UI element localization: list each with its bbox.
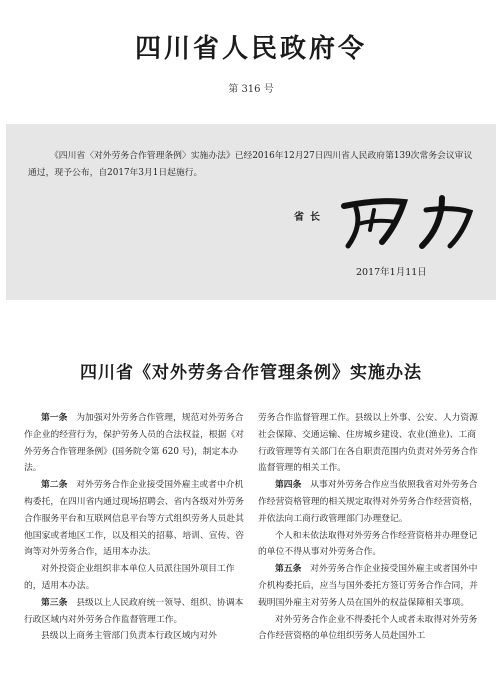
article-3 [24, 595, 244, 629]
paragraph: 县级以上商务主管部门负责本行政区域内对外 [41, 631, 217, 642]
article-2 [24, 477, 244, 561]
law-title: 四川省《对外劳务合作管理条例》实施办法 [80, 363, 422, 383]
article-text: 对外劳务合作企业接受国外雇主或者国外中介机构委托后，应当与国外委托方签订劳务合作合同，并载明国外雇主对劳务人员在国外的权益保障相关事项。 [258, 564, 478, 608]
article-label: 第五条 [275, 564, 302, 575]
article-4 [258, 477, 478, 527]
decree-date: 2017年1月11日 [356, 267, 427, 278]
decree-notice-box [6, 124, 496, 300]
article-label: 第一条 [41, 413, 68, 423]
paragraph: 劳务合作监督管理工作。县级以上外事、公安、人力资源社会保障、交通运输、住房城乡建设、农业(渔业)、工商行政管理等有关部门在各自职责范围内负责对外劳务合作监督管理的相关工作。 [258, 413, 478, 474]
article-label: 第二条 [41, 480, 68, 491]
right-column [258, 410, 478, 645]
decree-title: 四川省人民政府令 [134, 34, 367, 64]
handwritten-signature [334, 190, 482, 250]
article-text: 县级以上人民政府统一领导、组织、协调本行政区域内对外劳务合作监督管理工作。 [24, 597, 244, 625]
article-text: 对外劳务合作企业接受国外雇主或者中介机构委托，在四川省内通过现场招聘会、省内各级对外劳务合作服务平台和互联网信息平台等方式组织劳务人员赴其他国家或者地区工作，以及相关的招募、培训、宣传、咨询等对外劳务合作，适用本办法。 [24, 480, 244, 558]
signer-title: 省长 [294, 212, 326, 223]
paragraph: 对外劳务合作企业不得委托个人或者未取得对外劳务合作经营资格的单位组织劳务人员赴国外工 [258, 614, 478, 642]
article-text: 从事对外劳务合作应当依照我省对外劳务合作经营资格管理的相关规定取得对外劳务合作经营资格，并依法向工商行政管理部门办理登记。 [258, 480, 478, 524]
decree-number: 第 316 号 [228, 84, 274, 95]
article-label: 第三条 [41, 597, 68, 608]
paragraph: 个人和未依法取得对外劳务合作经营资格并办理登记的单位不得从事对外劳务合作。 [258, 530, 478, 558]
paragraph: 对外投资企业组织非本单位人员派往国外项目工作的，适用本办法。 [24, 564, 235, 591]
left-column [24, 410, 244, 645]
article-1 [24, 410, 244, 477]
article-label: 第四条 [275, 480, 302, 491]
article-text: 为加强对外劳务合作管理，规范对外劳务合作企业的经营行为，保护劳务人员的合法权益，根据《对外劳务合作管理条例》(国务院令第 620 号)，制定本办法。 [24, 413, 244, 474]
article-5 [258, 561, 478, 611]
decree-body: 《四川省〈对外劳务合作管理条例〉实施办法》已经2016年12月27日四川省人民政府第139次常务会议审议通过，现予公布，自2017年3月1日起施行。 [28, 151, 473, 178]
